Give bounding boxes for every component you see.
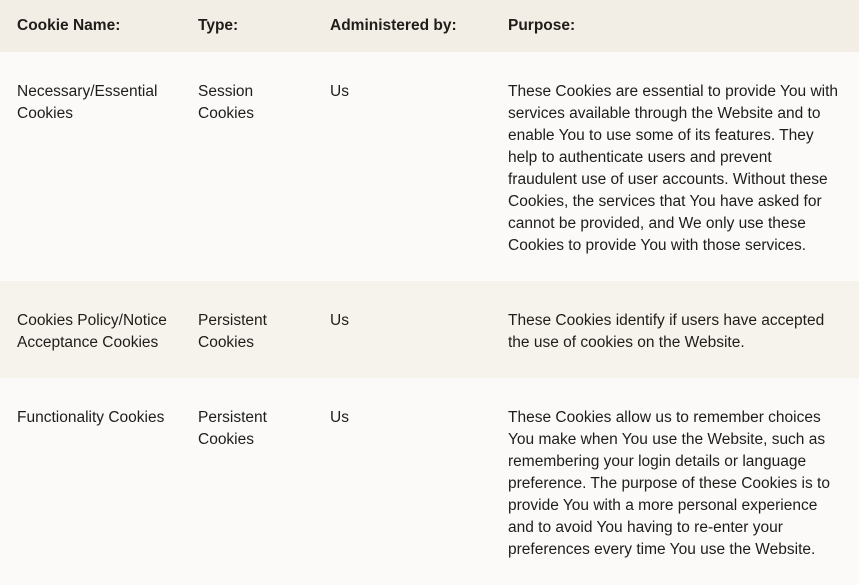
purpose-cell: These Cookies identify if users have accepted the use of cookies on the Website. [508, 312, 825, 351]
table-body [0, 52, 859, 585]
purpose-cell: These Cookies are essential to provide You with services available through the Website and to enable You to use some of its features. They help to authenticate users and prevent fraudulent use of user accounts. Without these Cookies, the services that You have asked for cannot be provided, and We only use these Cookies to provide You with those services. [508, 83, 839, 254]
table-header [0, 0, 859, 52]
header-type: Type: [198, 17, 239, 34]
header-administered-by: Administered by: [330, 17, 457, 34]
table-row [0, 52, 859, 281]
administered-by-cell: Us [330, 312, 349, 329]
cookie-type-cell: Persistent Cookies [198, 312, 267, 351]
administered-by-cell: Us [330, 83, 349, 100]
purpose-cell: These Cookies allow us to remember choices You make when You use the Website, such as remembering your login details or language preference. The purpose of these Cookies is to provide You with a more personal experience and to avoid You having to re-enter your preferences every time You use the Website. [508, 409, 830, 558]
cookie-name-cell: Necessary/Essential Cookies [17, 83, 158, 122]
administered-by-cell: Us [330, 409, 349, 426]
cookie-type-cell: Session Cookies [198, 83, 254, 122]
table-row [0, 378, 859, 585]
header-cookie-name: Cookie Name: [17, 17, 121, 34]
cookie-type-cell: Persistent Cookies [198, 409, 267, 448]
header-purpose: Purpose: [508, 17, 576, 34]
cookie-name-cell: Functionality Cookies [17, 409, 165, 426]
table-row [0, 281, 859, 378]
header-row [0, 0, 859, 52]
cookie-name-cell: Cookies Policy/Notice Acceptance Cookies [17, 312, 167, 351]
